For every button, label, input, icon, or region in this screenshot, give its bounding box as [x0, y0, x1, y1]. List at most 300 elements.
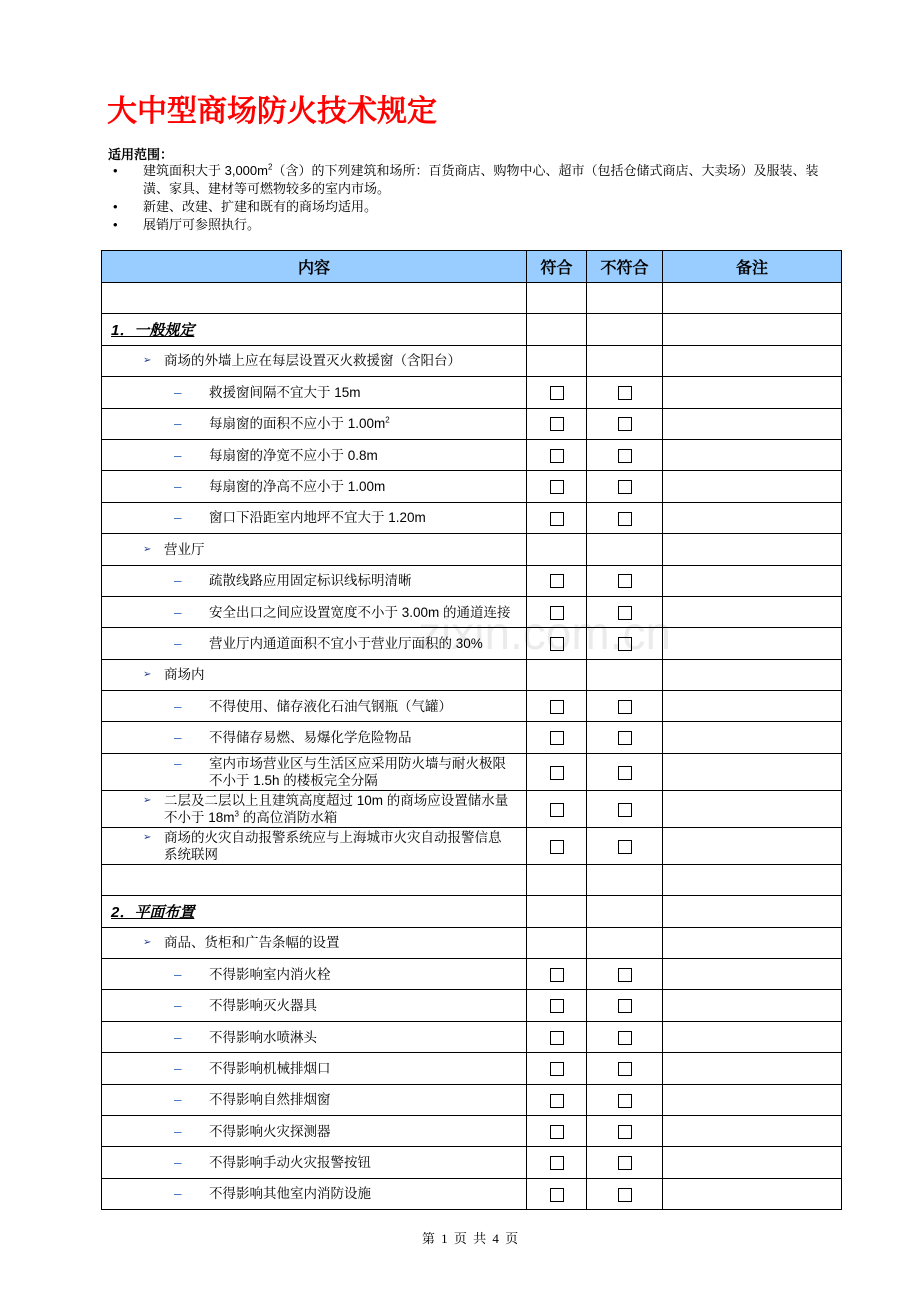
table-row: [102, 691, 842, 722]
compliant-cell: [527, 534, 587, 565]
content-cell: [102, 345, 527, 376]
dash-marker-icon: –: [174, 479, 182, 495]
item-text: 商品、货柜和广告条幅的设置: [164, 935, 340, 951]
noncompliant-checkbox[interactable]: [618, 766, 632, 780]
section-row: [102, 314, 842, 345]
noncompliant-checkbox[interactable]: [618, 449, 632, 463]
compliant-checkbox[interactable]: [550, 840, 564, 854]
item-text: 安全出口之间应设置宽度不小于 3.00m 的通道连接: [209, 604, 511, 620]
table-row: [102, 753, 842, 790]
compliant-cell: [527, 691, 587, 722]
item-line: [209, 1060, 522, 1077]
notes-cell: [663, 1115, 842, 1146]
noncompliant-cell: [587, 659, 663, 690]
notes-cell: [663, 959, 842, 990]
bullet-dot-icon: •: [113, 198, 118, 214]
compliant-checkbox[interactable]: [550, 480, 564, 494]
bullet-dot-icon: •: [113, 163, 118, 178]
compliant-checkbox[interactable]: [550, 1094, 564, 1108]
item-lines: [209, 509, 522, 526]
header-compliant: 符合: [527, 251, 587, 283]
table-row: [102, 628, 842, 659]
noncompliant-checkbox[interactable]: [618, 1156, 632, 1170]
dash-marker-icon: –: [174, 698, 182, 714]
item-lines: [164, 934, 522, 951]
notes-cell: [663, 1178, 842, 1209]
compliant-cell: [527, 722, 587, 753]
item-line: [209, 447, 522, 464]
noncompliant-cell: [587, 959, 663, 990]
noncompliant-cell: [587, 628, 663, 659]
noncompliant-cell: [587, 896, 663, 927]
item-text: 二层及二层以上且建筑高度超过 10m 的商场应设置储水量: [164, 792, 509, 808]
dash-item: [102, 384, 526, 401]
compliant-checkbox[interactable]: [550, 1031, 564, 1045]
table-row: [102, 722, 842, 753]
notes-cell: [663, 722, 842, 753]
noncompliant-cell: [587, 1115, 663, 1146]
content-cell: [102, 659, 527, 690]
item-text: 每扇窗的净宽不应小于 0.8m: [209, 447, 378, 463]
item-lines: [209, 415, 522, 432]
noncompliant-cell: [587, 691, 663, 722]
content-cell: [102, 377, 527, 408]
noncompliant-checkbox[interactable]: [618, 803, 632, 817]
superscript: 2: [267, 162, 273, 172]
noncompliant-cell: [587, 377, 663, 408]
noncompliant-checkbox[interactable]: [618, 1125, 632, 1139]
content-cell: [102, 753, 527, 790]
notes-cell: [663, 691, 842, 722]
noncompliant-checkbox[interactable]: [618, 480, 632, 494]
arrow-bullet-icon: ➢: [143, 543, 152, 555]
noncompliant-cell: [587, 314, 663, 345]
notes-cell: [663, 565, 842, 596]
noncompliant-checkbox[interactable]: [618, 1188, 632, 1202]
noncompliant-checkbox[interactable]: [618, 512, 632, 526]
item-line: [209, 1123, 522, 1140]
content-cell: [102, 1084, 527, 1115]
item-lines: [209, 1029, 522, 1046]
table-row: [102, 659, 842, 690]
compliant-checkbox[interactable]: [550, 968, 564, 982]
table-row: [102, 596, 842, 627]
notes-cell: [663, 1147, 842, 1178]
compliant-checkbox[interactable]: [550, 700, 564, 714]
item-line: [209, 635, 522, 652]
item-line: [164, 809, 522, 826]
noncompliant-cell: [587, 471, 663, 502]
item-line: [209, 772, 522, 789]
item-text: 不得影响其他室内消防设施: [209, 1186, 371, 1202]
compliant-cell: [527, 790, 587, 827]
item-text: 疏散线路应用固定标识线标明清晰: [209, 573, 412, 589]
compliant-cell: [527, 753, 587, 790]
content-cell: [102, 628, 527, 659]
compliant-cell: [527, 896, 587, 927]
item-line: [209, 1091, 522, 1108]
table-row: [102, 565, 842, 596]
dash-item: [102, 966, 526, 983]
table-row: [102, 1053, 842, 1084]
dash-marker-icon: –: [174, 1155, 182, 1171]
dash-marker-icon: –: [174, 635, 182, 651]
content-cell: [102, 439, 527, 470]
notes-cell: [663, 377, 842, 408]
compliant-cell: [527, 1115, 587, 1146]
item-line: [164, 934, 522, 951]
noncompliant-cell: [587, 722, 663, 753]
scope-item-text: 展销厅可参照执行。: [143, 216, 261, 232]
noncompliant-checkbox[interactable]: [618, 1031, 632, 1045]
item-lines: [209, 997, 522, 1014]
table-row: [102, 408, 842, 439]
bullet-item: [102, 352, 526, 369]
dash-item: [102, 729, 526, 746]
dash-marker-icon: –: [174, 1092, 182, 1108]
item-line: [209, 698, 522, 715]
item-line: [209, 1029, 522, 1046]
content-cell: [102, 722, 527, 753]
notes-cell: [663, 827, 842, 864]
scope-item-text-part: （含）的下列建筑和场所：百货商店、购物中心、超市（包括仓储式商店、大卖场）及服装、装潢、家具、建材等可燃物较多的室内市场。: [143, 163, 819, 196]
content-cell: [102, 864, 527, 895]
section-row: [102, 896, 842, 927]
notes-cell: [663, 1021, 842, 1052]
scope-item-text: [143, 162, 840, 197]
dash-item: [102, 1060, 526, 1077]
table-row: [102, 377, 842, 408]
table-row: [102, 1084, 842, 1115]
notes-cell: [663, 896, 842, 927]
item-line: [164, 666, 522, 683]
scope-label: 适用范围：: [108, 147, 174, 162]
compliant-checkbox[interactable]: [550, 512, 564, 526]
notes-cell: [663, 408, 842, 439]
noncompliant-checkbox[interactable]: [618, 968, 632, 982]
dash-item: [102, 1091, 526, 1108]
content-cell: [102, 1021, 527, 1052]
noncompliant-cell: [587, 790, 663, 827]
checklist-body: [102, 283, 842, 1210]
compliant-cell: [527, 408, 587, 439]
scope-item-text: 新建、改建、扩建和既有的商场均适用。: [143, 198, 378, 214]
dash-marker-icon: –: [174, 573, 182, 589]
notes-cell: [663, 345, 842, 376]
item-text: 窗口下沿距室内地坪不宜大于 1.20m: [209, 510, 426, 526]
item-line: [209, 384, 522, 401]
content-cell: [102, 927, 527, 958]
noncompliant-checkbox[interactable]: [618, 417, 632, 431]
noncompliant-checkbox[interactable]: [618, 700, 632, 714]
content-cell: [102, 691, 527, 722]
noncompliant-cell: [587, 1178, 663, 1209]
item-line: [209, 572, 522, 589]
notes-cell: [663, 314, 842, 345]
noncompliant-checkbox[interactable]: [618, 999, 632, 1013]
compliant-checkbox[interactable]: [550, 449, 564, 463]
notes-cell: [663, 596, 842, 627]
item-lines: [164, 829, 522, 863]
content-cell: [102, 565, 527, 596]
content-cell: [102, 471, 527, 502]
compliant-checkbox[interactable]: [550, 999, 564, 1013]
item-line: [209, 1185, 522, 1202]
table-row: [102, 1021, 842, 1052]
item-lines: [164, 666, 522, 683]
compliant-checkbox[interactable]: [550, 766, 564, 780]
bullet-item: [102, 666, 526, 683]
notes-cell: [663, 534, 842, 565]
arrow-bullet-icon: ➢: [143, 794, 152, 806]
item-text: 不得影响水喷淋头: [209, 1029, 317, 1045]
item-lines: [209, 729, 522, 746]
bullet-dot-icon: •: [113, 216, 118, 232]
notes-cell: [663, 790, 842, 827]
document-title: 大中型商场防火技术规定: [107, 95, 437, 128]
item-text: 不得储存易燃、易爆化学危险物品: [209, 730, 412, 746]
noncompliant-cell: [587, 753, 663, 790]
header-noncompliant: 不符合: [587, 251, 663, 283]
compliant-checkbox[interactable]: [550, 803, 564, 817]
content-cell: [102, 827, 527, 864]
item-text: 救援窗间隔不宜大于 15m: [209, 384, 361, 400]
noncompliant-checkbox[interactable]: [618, 574, 632, 588]
dash-marker-icon: –: [174, 966, 182, 982]
compliant-cell: [527, 628, 587, 659]
content-cell: [102, 1178, 527, 1209]
item-lines: [209, 1060, 522, 1077]
compliant-cell: [527, 471, 587, 502]
header-notes: 备注: [663, 251, 842, 283]
dash-marker-icon: –: [174, 604, 182, 620]
compliant-checkbox[interactable]: [550, 1156, 564, 1170]
item-lines: [209, 1185, 522, 1202]
scope-item: [108, 162, 840, 197]
compliant-cell: [527, 927, 587, 958]
content-cell: [102, 896, 527, 927]
compliant-cell: [527, 565, 587, 596]
item-lines: [209, 966, 522, 983]
dash-marker-icon: –: [174, 1186, 182, 1202]
compliant-cell: [527, 1021, 587, 1052]
notes-cell: [663, 753, 842, 790]
superscript: 3: [234, 809, 239, 819]
compliant-checkbox[interactable]: [550, 417, 564, 431]
noncompliant-checkbox[interactable]: [618, 1062, 632, 1076]
compliant-checkbox[interactable]: [550, 1125, 564, 1139]
notes-cell: [663, 1053, 842, 1084]
noncompliant-cell: [587, 439, 663, 470]
notes-cell: [663, 927, 842, 958]
notes-cell: [663, 283, 842, 314]
scope-item-text-part: 建筑面积大于 3,000m: [143, 163, 268, 178]
compliant-cell: [527, 990, 587, 1021]
table-row: [102, 534, 842, 565]
item-text: 系统联网: [164, 846, 218, 862]
item-lines: [209, 604, 522, 621]
content-cell: [102, 959, 527, 990]
dash-item: [102, 635, 526, 652]
content-cell: [102, 314, 527, 345]
item-text: 营业厅内通道面积不宜小于营业厅面积的 30%: [209, 635, 483, 651]
dash-marker-icon: –: [174, 447, 182, 463]
notes-cell: [663, 439, 842, 470]
noncompliant-checkbox[interactable]: [618, 1094, 632, 1108]
compliant-cell: [527, 1147, 587, 1178]
noncompliant-cell: [587, 565, 663, 596]
dash-item: [102, 604, 526, 621]
notes-cell: [663, 471, 842, 502]
compliant-cell: [527, 502, 587, 533]
item-text: 不得影响灭火器具: [209, 998, 317, 1014]
compliant-cell: [527, 439, 587, 470]
item-line: [209, 478, 522, 495]
item-text: 的高位消防水箱: [238, 809, 338, 825]
notes-cell: [663, 864, 842, 895]
noncompliant-checkbox[interactable]: [618, 606, 632, 620]
notes-cell: [663, 659, 842, 690]
item-line: [164, 792, 522, 809]
item-line: [209, 755, 522, 772]
table-row: [102, 790, 842, 827]
noncompliant-checkbox[interactable]: [618, 386, 632, 400]
dash-item: [102, 997, 526, 1014]
dash-item: [102, 415, 526, 432]
bullet-item: [102, 541, 526, 558]
compliant-checkbox[interactable]: [550, 637, 564, 651]
noncompliant-cell: [587, 990, 663, 1021]
content-cell: [102, 408, 527, 439]
arrow-bullet-icon: ➢: [143, 669, 152, 681]
compliant-cell: [527, 864, 587, 895]
checklist-table: [101, 250, 842, 1210]
dash-marker-icon: –: [174, 416, 182, 432]
noncompliant-checkbox[interactable]: [618, 731, 632, 745]
noncompliant-cell: [587, 1053, 663, 1084]
notes-cell: [663, 628, 842, 659]
dash-marker-icon: –: [174, 1123, 182, 1139]
compliant-checkbox[interactable]: [550, 1062, 564, 1076]
item-text: 每扇窗的面积不应小于 1.00m: [209, 416, 386, 432]
empty-row: [102, 864, 842, 895]
compliant-cell: [527, 1053, 587, 1084]
noncompliant-cell: [587, 927, 663, 958]
table-row: [102, 959, 842, 990]
scope-item: [108, 216, 840, 234]
item-text: 每扇窗的净高不应小于 1.00m: [209, 479, 386, 495]
dash-item: [102, 1123, 526, 1140]
compliant-checkbox[interactable]: [550, 386, 564, 400]
scope-list: [108, 162, 840, 234]
noncompliant-cell: [587, 283, 663, 314]
compliant-cell: [527, 283, 587, 314]
noncompliant-checkbox[interactable]: [618, 840, 632, 854]
noncompliant-cell: [587, 345, 663, 376]
compliant-cell: [527, 659, 587, 690]
item-line: [164, 846, 522, 863]
content-cell: [102, 1147, 527, 1178]
compliant-cell: [527, 314, 587, 345]
compliant-checkbox[interactable]: [550, 731, 564, 745]
dash-item: [102, 509, 526, 526]
item-line: [209, 1154, 522, 1171]
item-line: [209, 966, 522, 983]
table-row: [102, 502, 842, 533]
superscript: 2: [385, 415, 390, 425]
compliant-cell: [527, 1178, 587, 1209]
table-row: [102, 1115, 842, 1146]
dash-marker-icon: –: [174, 730, 182, 746]
dash-item: [102, 572, 526, 589]
section-title: 1．一般规定: [111, 322, 195, 340]
noncompliant-cell: [587, 827, 663, 864]
item-lines: [209, 1154, 522, 1171]
item-text: 营业厅: [164, 541, 205, 557]
compliant-checkbox[interactable]: [550, 606, 564, 620]
noncompliant-cell: [587, 1021, 663, 1052]
dash-marker-icon: –: [174, 998, 182, 1014]
dash-marker-icon: –: [174, 1029, 182, 1045]
noncompliant-cell: [587, 534, 663, 565]
item-line: [209, 729, 522, 746]
content-cell: [102, 534, 527, 565]
item-text: 室内市场营业区与生活区应采用防火墙与耐火极限: [209, 755, 506, 771]
item-lines: [209, 384, 522, 401]
arrow-bullet-icon: ➢: [143, 355, 152, 367]
compliant-cell: [527, 377, 587, 408]
item-text: 商场内: [164, 667, 205, 683]
item-text: 商场的火灾自动报警系统应与上海城市火灾自动报警信息: [164, 829, 502, 845]
watermark: zixin.com.cn: [418, 607, 672, 659]
dash-item: [102, 447, 526, 464]
item-line: [164, 541, 522, 558]
content-cell: [102, 990, 527, 1021]
item-text: 商场的外墙上应在每层设置灭火救援窗（含阳台）: [164, 353, 461, 369]
item-lines: [209, 572, 522, 589]
item-line: [209, 997, 522, 1014]
content-cell: [102, 1053, 527, 1084]
item-line: [164, 829, 522, 846]
dash-marker-icon: –: [174, 510, 182, 526]
page-footer: 第 1 页 共 4 页: [421, 1231, 519, 1246]
notes-cell: [663, 990, 842, 1021]
noncompliant-cell: [587, 596, 663, 627]
section-title: 2．平面布置: [111, 903, 195, 921]
table-row: [102, 345, 842, 376]
compliant-cell: [527, 1084, 587, 1115]
table-row: [102, 827, 842, 864]
arrow-bullet-icon: ➢: [143, 831, 152, 843]
compliant-checkbox[interactable]: [550, 1188, 564, 1202]
item-lines: [209, 478, 522, 495]
item-line: [209, 415, 522, 432]
content-cell: [102, 1115, 527, 1146]
notes-cell: [663, 1084, 842, 1115]
compliant-cell: [527, 827, 587, 864]
item-text: 不小于 1.5h 的楼板完全分隔: [209, 772, 378, 788]
item-lines: [209, 447, 522, 464]
item-line: [209, 604, 522, 621]
noncompliant-checkbox[interactable]: [618, 637, 632, 651]
header-content: 内容: [102, 251, 527, 283]
empty-row: [102, 283, 842, 314]
bullet-item: [102, 934, 526, 951]
compliant-checkbox[interactable]: [550, 574, 564, 588]
compliant-cell: [527, 596, 587, 627]
item-lines: [209, 635, 522, 652]
compliant-cell: [527, 959, 587, 990]
